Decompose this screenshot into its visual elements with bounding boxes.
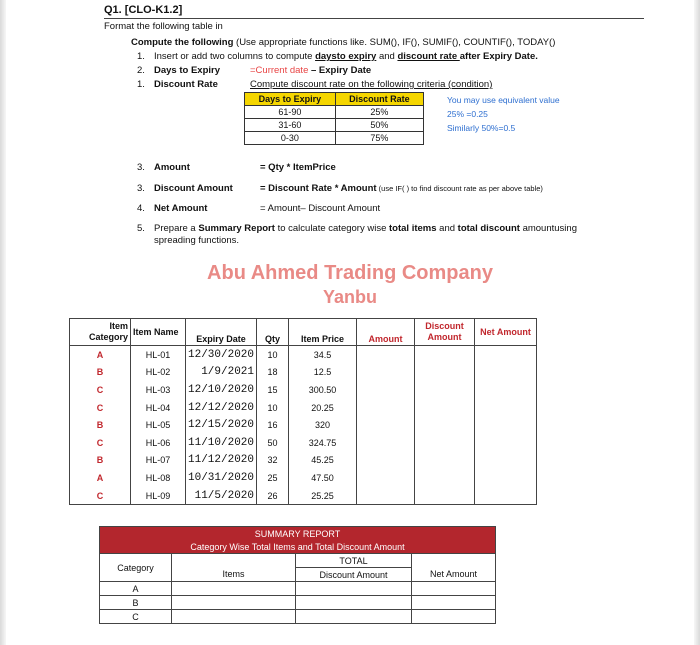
cell-category: A: [70, 469, 131, 487]
cell-amount: [357, 381, 415, 399]
criteria-row: [245, 119, 424, 132]
step3-num: 1.: [137, 79, 145, 90]
cell-net-amount: [475, 452, 537, 470]
cell-category: C: [70, 399, 131, 417]
question-title: Q1. [CLO-K1.2]: [104, 4, 183, 16]
cell-net-amount: [475, 399, 537, 417]
cell-amount: [357, 399, 415, 417]
summary-row: [100, 582, 496, 596]
table-row: [70, 381, 537, 399]
summary-table: [99, 526, 496, 624]
criteria-header-rate: Discount Rate: [335, 93, 423, 106]
cell-expiry-date: 12/15/2020: [186, 416, 257, 434]
net-formula: = Amount– Discount Amount: [260, 203, 381, 214]
cell-expiry-date: 11/10/2020: [186, 434, 257, 452]
summary-subtitle: Category Wise Total Items and Total Discount Amount: [100, 540, 496, 554]
cell-amount: [357, 346, 415, 364]
cell-discount-amount: [415, 452, 475, 470]
header-amount: Amount: [357, 319, 415, 346]
company-name: Abu Ahmed Trading Company: [207, 262, 493, 284]
table-row: [70, 487, 537, 505]
summary-category: B: [100, 596, 172, 610]
cell-discount-amount: [415, 346, 475, 364]
cell-net-amount: [475, 416, 537, 434]
step1-underline2: discount rate: [397, 51, 460, 62]
cell-expiry-date: 12/12/2020: [186, 399, 257, 417]
cell-discount-amount: [415, 399, 475, 417]
cell-net-amount: [475, 487, 537, 505]
cell-item-price: 12.5: [289, 364, 357, 382]
prep-mid1: to calculate category wise: [274, 223, 389, 234]
prep-bold-discount: total discount: [457, 223, 520, 234]
step1-underline1: daysto expiry: [315, 51, 377, 62]
table-row: [70, 346, 537, 364]
header-item-price: Item Price: [289, 319, 357, 346]
summary-items: [172, 596, 296, 610]
cell-category: C: [70, 487, 131, 505]
prep-mid2: and: [436, 223, 458, 234]
step3-desc: Compute discount rate on the following criteria (condition): [250, 79, 493, 90]
cell-category: B: [70, 416, 131, 434]
cell-category: C: [70, 381, 131, 399]
summary-title: SUMMARY REPORT: [100, 527, 496, 541]
summary-category-label: Category: [100, 554, 172, 582]
cell-expiry-date: 10/31/2020: [186, 469, 257, 487]
cell-item-price: 20.25: [289, 399, 357, 417]
cell-item-name: HL-04: [131, 399, 186, 417]
cell-expiry-date: 12/30/2020: [186, 346, 257, 364]
page-edge-right: [694, 0, 700, 645]
cell-item-name: HL-07: [131, 452, 186, 470]
criteria-row: [245, 132, 424, 145]
summary-items: [172, 610, 296, 624]
discamt-formula: [260, 183, 543, 194]
step1-mid: and: [376, 51, 398, 62]
cell-item-name: HL-02: [131, 364, 186, 382]
prep-bold-summary: Summary Report: [198, 223, 275, 234]
cell-expiry-date: 11/12/2020: [186, 452, 257, 470]
summary-discount: [296, 596, 412, 610]
prep-text: [154, 223, 577, 234]
cell-expiry-date: 11/5/2020: [186, 487, 257, 505]
criteria-table: [244, 92, 424, 145]
criteria-days: 61-90: [245, 106, 336, 119]
cell-item-name: HL-08: [131, 469, 186, 487]
summary-empty: [172, 554, 296, 568]
cell-item-price: 300.50: [289, 381, 357, 399]
prep-post: amountusing: [519, 223, 577, 234]
discamt-label: Discount Amount: [154, 183, 233, 194]
table-row: [70, 434, 537, 452]
cell-net-amount: [475, 364, 537, 382]
cell-qty: 10: [257, 399, 289, 417]
summary-items: [172, 582, 296, 596]
summary-discount: [296, 610, 412, 624]
question-subtitle: Format the following table in: [104, 21, 223, 32]
header-net-amount: Net Amount: [475, 319, 537, 346]
table-row: [70, 364, 537, 382]
summary-net: [412, 582, 496, 596]
header-item-category: Item Category: [70, 319, 131, 346]
cell-qty: 32: [257, 452, 289, 470]
note-line-3: Similarly 50%=0.5: [447, 123, 516, 133]
summary-empty: [412, 554, 496, 568]
cell-qty: 10: [257, 346, 289, 364]
summary-col-discount: Discount Amount: [296, 568, 412, 582]
summary-net: [412, 610, 496, 624]
step2-formula: [250, 65, 371, 76]
cell-net-amount: [475, 381, 537, 399]
step3-label: Discount Rate: [154, 79, 218, 90]
cell-net-amount: [475, 434, 537, 452]
cell-category: B: [70, 452, 131, 470]
summary-net: [412, 596, 496, 610]
table-row: [70, 452, 537, 470]
cell-expiry-date: 12/10/2020: [186, 381, 257, 399]
prep-bold-items: total items: [389, 223, 437, 234]
cell-discount-amount: [415, 381, 475, 399]
discamt-formula-note: (use IF( ) to find discount rate as per above table): [376, 184, 543, 193]
cell-qty: 50: [257, 434, 289, 452]
table-row: [70, 399, 537, 417]
cell-amount: [357, 469, 415, 487]
cell-item-name: HL-05: [131, 416, 186, 434]
cell-item-price: 47.50: [289, 469, 357, 487]
compute-line: [131, 37, 555, 48]
cell-net-amount: [475, 346, 537, 364]
criteria-rate: 25%: [335, 106, 423, 119]
cell-amount: [357, 452, 415, 470]
summary-discount: [296, 582, 412, 596]
title-underline: [104, 18, 644, 19]
cell-item-price: 45.25: [289, 452, 357, 470]
cell-amount: [357, 416, 415, 434]
summary-row: [100, 610, 496, 624]
cell-amount: [357, 487, 415, 505]
note-line-1: You may use equivalent value: [447, 95, 560, 105]
header-expiry-date: Expiry Date: [186, 319, 257, 346]
criteria-header-days: Days to Expiry: [245, 93, 336, 106]
header-qty: Qty: [257, 319, 289, 346]
cell-qty: 18: [257, 364, 289, 382]
cell-item-price: 324.75: [289, 434, 357, 452]
table-row: [70, 469, 537, 487]
step2-num: 2.: [137, 65, 145, 76]
cell-qty: 16: [257, 416, 289, 434]
step2-label: Days to Expiry: [154, 65, 220, 76]
cell-category: C: [70, 434, 131, 452]
criteria-days: 0-30: [245, 132, 336, 145]
criteria-rate: 75%: [335, 132, 423, 145]
cell-discount-amount: [415, 416, 475, 434]
cell-amount: [357, 364, 415, 382]
compute-rest: (Use appropriate functions like. SUM(), IF(), SUMIF(), COUNTIF(), TODAY(): [233, 37, 556, 48]
step1-post: after Expiry Date.: [459, 51, 538, 62]
cell-net-amount: [475, 469, 537, 487]
cell-discount-amount: [415, 364, 475, 382]
summary-col-items: Items: [172, 568, 296, 582]
summary-col-net: Net Amount: [412, 568, 496, 582]
compute-bold: Compute the following: [131, 37, 234, 48]
prep-pre: Prepare a: [154, 223, 199, 234]
discamt-num: 3.: [137, 183, 145, 194]
prep-line2: spreading functions.: [154, 235, 240, 246]
cell-qty: 26: [257, 487, 289, 505]
cell-amount: [357, 434, 415, 452]
net-label: Net Amount: [154, 203, 208, 214]
step1-text: [154, 51, 538, 62]
step2-formula-red: =Current date: [250, 65, 309, 76]
summary-category: A: [100, 582, 172, 596]
cell-item-name: HL-03: [131, 381, 186, 399]
discamt-formula-main: = Discount Rate * Amount: [260, 183, 377, 194]
cell-item-price: 34.5: [289, 346, 357, 364]
cell-qty: 15: [257, 381, 289, 399]
cell-item-name: HL-09: [131, 487, 186, 505]
table-row: [70, 416, 537, 434]
cell-item-name: HL-01: [131, 346, 186, 364]
criteria-days: 31-60: [245, 119, 336, 132]
cell-discount-amount: [415, 469, 475, 487]
cell-category: A: [70, 346, 131, 364]
cell-expiry-date: 1/9/2021: [186, 364, 257, 382]
amount-label: Amount: [154, 162, 190, 173]
step2-formula-rest: – Expiry Date: [308, 65, 372, 76]
step1-num: 1.: [137, 51, 145, 62]
criteria-row: [245, 106, 424, 119]
cell-item-price: 25.25: [289, 487, 357, 505]
header-discount-amount: Discount Amount: [415, 319, 475, 346]
page-edge-left: [0, 0, 6, 645]
note-line-2: 25% =0.25: [447, 109, 488, 119]
prep-num: 5.: [137, 223, 145, 234]
main-table: [69, 318, 537, 505]
company-city: Yanbu: [322, 287, 377, 307]
cell-discount-amount: [415, 487, 475, 505]
cell-discount-amount: [415, 434, 475, 452]
cell-item-price: 320: [289, 416, 357, 434]
step1-pre: Insert or add two columns to compute: [154, 51, 316, 62]
amount-num: 3.: [137, 162, 145, 173]
criteria-rate: 50%: [335, 119, 423, 132]
amount-formula: = Qty * ItemPrice: [260, 162, 336, 173]
summary-total-label: TOTAL: [296, 554, 412, 568]
cell-item-name: HL-06: [131, 434, 186, 452]
cell-category: B: [70, 364, 131, 382]
summary-category: C: [100, 610, 172, 624]
header-item-name: Item Name: [131, 319, 186, 346]
summary-row: [100, 596, 496, 610]
net-num: 4.: [137, 203, 145, 214]
cell-qty: 25: [257, 469, 289, 487]
